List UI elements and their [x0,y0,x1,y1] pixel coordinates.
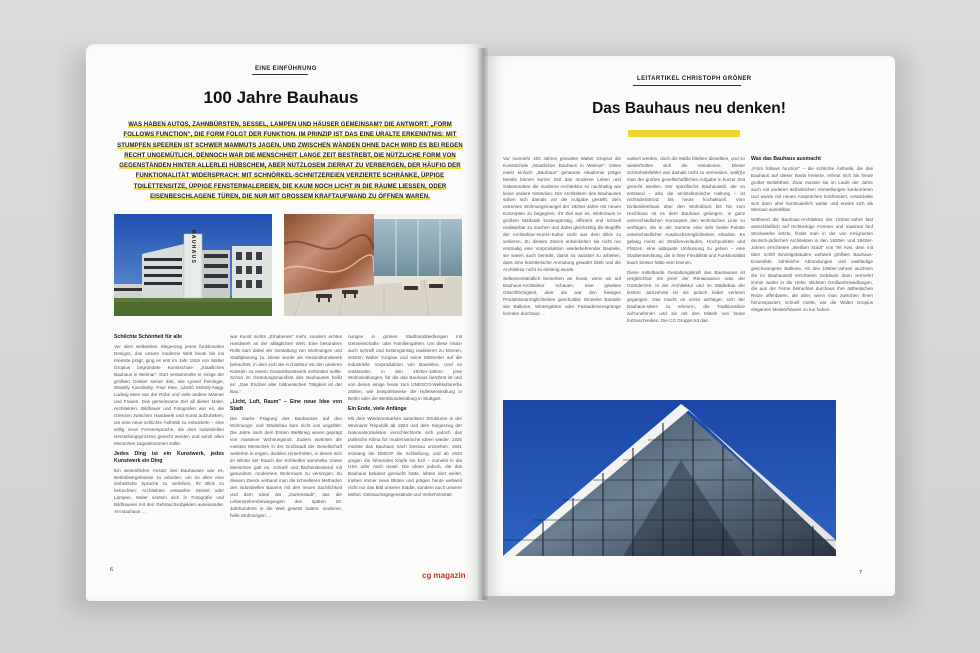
right-column-1 [503,156,621,384]
right-page [483,56,895,596]
bauhaus-lettering: BAUHAUS [190,229,196,265]
lead-paragraph [116,120,464,202]
col3-paragraph-2: Mit dem Wiedererstarken autoritärer Strukturen in der Weimarer Republik ab 1924 und dem Siegeszug der Nationalsozialisten verschlechterte sich jedoch das politische Klima für modernistische Ideen wieder. 1925 musste das Bauhaus nach Dessau umziehen. 1931 erzwang die NSDAP die Schließung, und ab 1933 gingen die führenden Köpfe ins Exil – zumeist in die USA oder nach Israel. Die Ideen jedoch, die das Bauhaus bekannt gemacht hatte, lebten dort weiter, trieben immer neue Blüten und prägen heute weltweit nicht nur das Bild unserer Städte, sondern auch unserer Möbel, Gebrauchsgegenstände und Verkehrsmittel. [348,416,462,498]
r-col3-heading-1: Was das Bauhaus ausmacht [751,156,821,162]
r-col1-paragraph-1: Vor nunmehr 100 Jahren gründete Walter Gropius die Kunstschule „Staatliches Bauhaus in Weimar". Diese meist einfach „Bauhaus" genannte Akademie prägte bereits binnen kurzer Zeit das moderne Leben und insbesondere die moderne Architektur so nachhaltig wie keine andere Institution. Die Architekten des Bauhauses sahen sich damals vor die Aufgabe gestellt, dem extremen Wohnungsmangel der 1920er-Jahre mit neuen Konzepten zu begegnen. Ihr Ziel war es, Wohnraum in großem Maßstab kostengünstig, effizient und schnell realisierbar zu machen und dabei gleichzeitig die Begriffe der Architektur–Kunst–Kultur nicht aus dem Blick zu verlieren. Zu diesem Zweck entwickelten sie nicht nur erstmalig eine Vorproduktion wiederkehrender Bauteile, sie waren auch bemüht, damit so variabel zu arbeiten, dass eine künstlerische Anmutung gewahrt blieb und die Architektur nicht zu eintönig wurde. [503,156,621,272]
left-column-2 [230,334,342,601]
photo-marble-pavilion [284,214,462,316]
r-col2-paragraph-2: Diese mittelbarde Gestaltungskraft des Bauhauses ist vergleichbar mit jener der Renaissance oder der Gründerzeit. In der Architektur und im Städtebau der letzten Jahrzehnte ist sie jedoch leider verloren gegangen. Das macht es umso wichtiger, sich der Bauhaus-Ideen zu erinnern, die Traditionslinie aufzunehmen und sie mit den Mitteln von heute fortzuschreiben. Die CG Gruppe tut das. [627,269,745,323]
photo-bauhaus-dessau [114,214,272,316]
col2-heading-1: „Licht, Luft, Raum" – Eine neue Idee von Stadt [230,399,342,413]
r-col2-paragraph-1: variiert werden, doch die Maße blieben dieselben, und so wiederholten sich die Variationen. Dieser Schönheitsfehler war damals nicht zu vermeiden, woll(t)e man der großen gesellschaftlichen Aufgabe in kurzer Zeit gerecht werden. Der spezifische Bauhausstil, der so entstand – also die architektonische Haltung – ist nichtsdestotrotz bis heute hochaktuell. Vom Einfamilienhaus über den Wohnblock bis hin zum Hochhaus ist es dem Bauhaus gelungen, in ganz unterschiedlichen Konzepten den technischen Linie zu verfolgen, die in der Summe eine sehr breite Palette unterschiedlicher Ausdrucksmöglichkeiten erlaubte. Es gelang meist an Straßenverläufen, Hochpunkten und Plätzen, eine adäquate Umfassung zu geben – eine Stadtentwicklung, die in ihrer Flexibilität und Funktionalität kaum besser hätte sein können. [627,156,745,265]
title-accent-bar [628,130,740,137]
left-rubric-underline [252,74,308,75]
photo-glass-facade [503,400,836,556]
right-column-3 [751,156,873,384]
col2-paragraph-2: Die starke Prägung des Bauhauses auf den Wohnungs- und Städtebau kam nicht von ungefähr. Die Jahre nach dem Ersten Weltkrieg waren geprägt von massiver Wohnungsnot. Zudem wohnten die meisten Menschen in der Großstadt der Gesellschaft weiterhin in engen, dunklen Hinterhöfen, in denen sich im Winter der Rauch der Kohleöfen sammelte. Diese Menschen galt es, schnell und flächendeckend mit gesundem, modernem Wohnraum zu versorgen. Zu diesem Zweck verband man die schnelleren Methoden des industriellen Bauens mit den neuen Sachlichkeit und dem Ideal der „Gartenstadt", das die Lebensreformbewegungen des späten 19. Jahrhunderts in die Welt gesetzt hatten: moderne, helle Wohnungen … [230,416,342,518]
left-page [86,44,483,601]
left-column-1 [114,334,224,589]
col1-paragraph-1: Vor dem weltweiten Siegeszug jenes funktionalen Designs, das unsere moderne Welt heute bis ins Kleinste prägt, ging es erst im Jahr 1919 von Walter Gropius begründete Kunstschule „Staatliches Bauhaus in Weimar". Dort versammelte er einige der größten Geister seiner Zeit, wie Lyonel Feininger, Wassily Kandinsky, Paul Klee, László Moholy-Nagy, Ludwig Mies van der Rohe und viele andere Männer und Frauen. Das gemeinsame Ziel all dieser Maler, Architekten, Bildhauer und Fotografen war es, die Grenzen zwischen Handwerk und Kunst aufzuheben, um eine neue schlichte Ästhetik zu entwickeln – eine völlig neue Formensprache, die dem industriellen Herstellungsprozess gerecht werden und somit allen Menschen zugutekommen sollte. [114,344,224,446]
col1-heading-2: Jedes Ding ist ein Kunstwerk, jedes Kunstwerk ein Ding [114,450,224,464]
r-col3-paragraph-2: Während die Bauhaus-Architektur der 1920er-Jahre fast ausschließlich auf rechteckige Formen und maximal fünf Stockwerke setzte, findet man in der von emigrierten deutsch-jüdischen Architekten in den 1930er- und 1940er-Jahren errichteten „Weißen Stadt" von Tel Aviv, dem mit über 4.000 Einzelgebäuden weltweit größten Bauhaus-Ensemble, zahlreiche Abrundungen und weitläufige geschwungene Balkone. Ab den 1960er-Jahren wuchsen die im Bauhausstil errichteten Gebäude dann vermehrt immer weiter in die Höhe. Bildeten Großwohnsiedlungen, die aus der Ferne betrachtet durchaus ihre ästhetischen Reize offenbaren, die aber, wenn man zwischen ihnen herumspaziert, schnell merkt, wie die Walter Gropius eleganten Meisterhäuser zu tun haben. [751,217,873,313]
col2-paragraph-1: war Kunst nichts „Erhabenes" mehr, sondern echtes Handwerk an der alltäglichen Welt. Eine besondere Rolle kam dabei der Gestaltung von Wohnungen und Stadtplanung zu. Diese wurde als Gesamtkunstwerk betrachtet, in dem sich die Architektur mit den anderen Künsten zu einem Gesamtkunstwerk verbinden sollte. Schon im Gründungsmanifest des Bauhauses heißt es: „Das Endziel aller bildnerischen Tätigkeit ist der Bau." [230,334,342,395]
right-rubric: LEITARTIKEL CHRISTOPH GRÖNER [637,76,752,82]
col1-heading-1: Schlichte Schönheit für alle [114,334,183,340]
right-rubric-underline [633,85,741,86]
r-col3-paragraph-1: „Form follows function" – die schlichte Ästhetik, die das Bauhaus auf dieser Basis kreierte, erfreut sich bis heute großer Beliebtheit. Zwar musste sie im Laufe der Jahre auch mit anderen ästhetischen Vorstellungen konkurrieren und wurde mit neuen Ansprüchen konfrontiert, entwickelte sich dann aber kontinuierlich weiter und erwies sich als überaus wandelbar. [751,166,873,213]
right-page-title: Das Bauhaus neu denken! [592,100,786,117]
spine-gutter [478,48,488,600]
right-column-2 [627,156,745,384]
col1-paragraph-2: Ein wesentlicher Ansatz des Bauhauses war es, Betriebsergebnisse zu arbeiten, um so allen eine einheitliche Sprache zu verleihen. Ihr Blick zu betrachten: Architekten entwarfen Sessel oder Lampen, Maler setzten sich in Fotografie und Bildhauerei mit den Gebrauchsobjekten auseinander. Am Bauhaus … [114,467,224,515]
left-page-title: 100 Jahre Bauhaus [203,88,359,107]
left-page-number: 6 [110,567,114,573]
brand-logo: cg magazin [422,571,466,580]
r-col1-paragraph-2: Selbstverständlich bemerken wir heute, wenn wir auf Bauhaus-Architektur schauen, eine gewisse Gleichförmigkeit, aber die war den hiesigen Produktionsmöglichkeiten geschuldet: Einzelne Bauteile wie Balkone, Wintergärten oder Fassadenvorsprünge konnten durchaus … [503,276,621,316]
col3-heading-1: Ein Ende, viele Anfänge [348,406,407,413]
left-column-3 [348,334,462,601]
right-page-number: 7 [859,570,863,576]
lead-text: WAS HABEN AUTOS, ZAHNBÜRSTEN, SESSEL, LAMPEN UND HÄUSER GEMEINSAM? DIE ANTWORT: „FORM FOLLOWS FUNCTION", DIE FORM FOLGT DER FUNKTION. IM PRINZIP IST DAS EINE URALTE ERKENNTNIS: MIT STUMPFEN SPEEREN IST SCHWER MAMMUTS JAGEN, UND ZWISCHEN WÄNDEN OHNE DACH WIRD ES BEI REGEN RECHT UNGEMÜTLICH. DENNOCH WAR DIE MENSCHHEIT LANGE ZEIT BESTREBT, DIE NÜTZLICHE FORM VON GEGENSTÄNDEN HINTER ALLERLEI HÜBSCHEM, ABER NUTZLOSEM ZIERRAT ZU VERBERGEN, DER HÄUFIG DER FUNKTIONALITÄT WIDERSPRACH: MIT SCHNÖRKEL-SCHNITZEREIEN VERZIERTE SCHRÄNKE, ÜPPIGE TOILETTENSITZE, ÜPPIGE FENSTERMALEREIEN, DIE KAUM NOCH LICHT IN DIE RÄUME LIESSEN, ODER EISENBESCHLAGENE TÜREN, DIE NUR MIT GROSSEM KRAFTAUFWAND ZU ÖFFNEN WAREN. [117,122,463,201]
col3-paragraph-1: nungen in grünen Stadtrandsiedlungen mit Gemeinschafts- oder Familiengärten. Um diese Vision auch schnell und kostengünstig realisieren zu können, setzten Walter Gropius und seine Mitstreiter auf die industrielle Vorproduktion von Bauteilen. Und so entstanden in den 1920er-Jahren jene Wohnsiedlungen, für die das Bauhaus berühmt ist und von denen einige heute zum UNESCO-Weltkulturerbe zählen, wie beispielsweise die Hufeisensiedlung in Berlin oder die Werkbundsiedlung in Stuttgart. [348,334,462,402]
left-rubric: EINE EINFÜHRUNG [255,66,317,72]
